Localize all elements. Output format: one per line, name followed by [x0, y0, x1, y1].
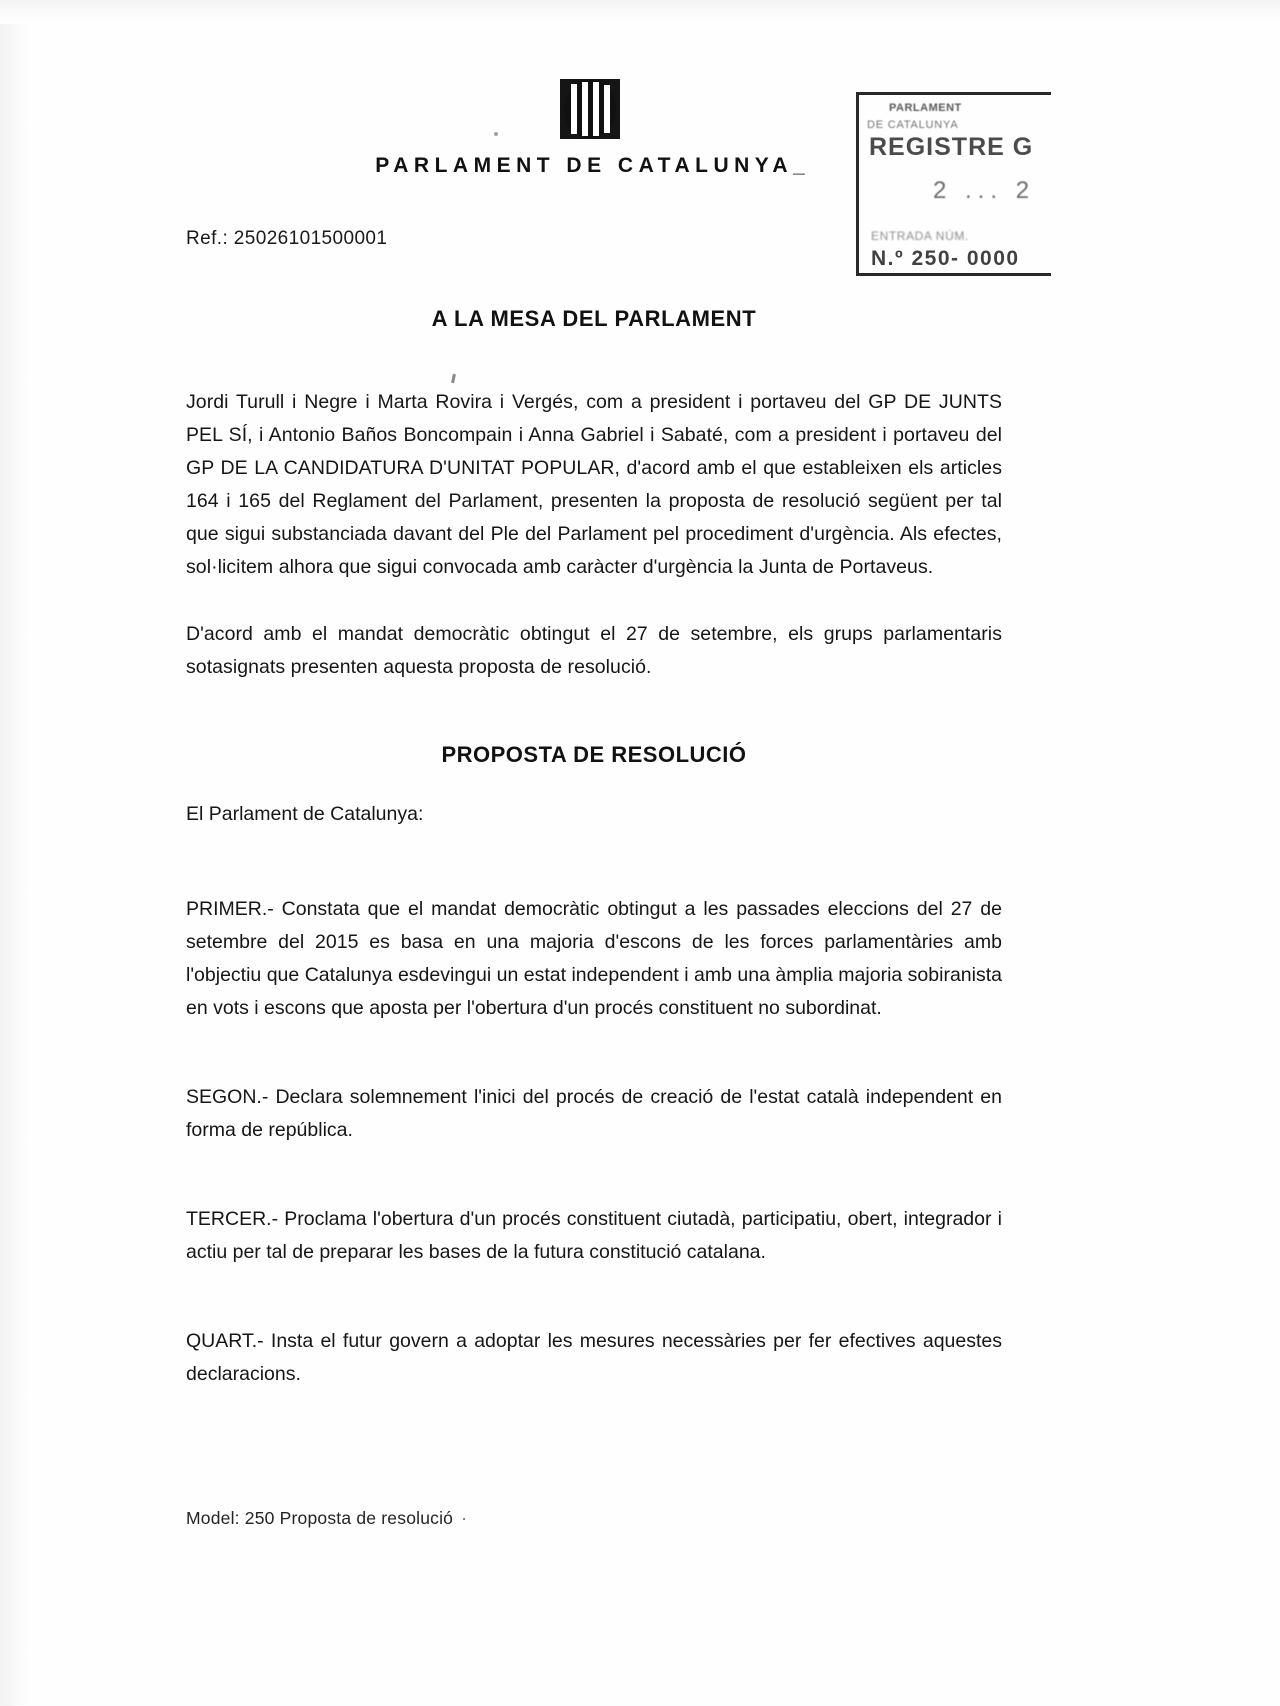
scan-speck-top — [494, 132, 498, 136]
addressee-line: El Parlament de Catalunya: — [186, 803, 424, 825]
organization-name: PARLAMENT DE CATALUNYA_ — [375, 154, 805, 177]
footer-model-text: Model: 250 Proposta de resolució — [186, 1508, 454, 1528]
clause-tercer: TERCER.- Proclama l'obertura d'un procés constituent ciutadà, participatiu, obert, integrador i actiu per tal de preparar les bases de la futura constitució catalana. — [186, 1208, 1002, 1263]
organization-name-trailing-mark: _ — [793, 154, 805, 177]
footer-model-line — [186, 1508, 467, 1529]
clause-primer: PRIMER.- Constata que el mandat democràtic obtingut a les passades eleccions del 27 de setembre del 2015 es basa en una majoria d'escons de les forces parlamentàries amb l'objectiu que Catalunya esdevingui un estat independent i amb una àmplia majoria sobiranista en vots i escons que aposta per l'obertura d'un procés constituent no subordinat. — [186, 898, 1002, 1019]
registry-stamp — [856, 92, 1051, 276]
scan-edge-shadow-left — [0, 0, 36, 1706]
reference-number: Ref.: 25026101500001 — [186, 228, 388, 249]
proposal-title: PROPOSTA DE RESOLUCIÓ — [441, 742, 747, 767]
footer-trailing-mark: · — [461, 1508, 468, 1528]
stamp-line-entrada: ENTRADA NÚM. — [871, 229, 969, 243]
scan-edge-shadow-top — [0, 0, 1280, 24]
document-body — [186, 306, 1002, 1447]
stamp-date: 2 ... 2 — [933, 177, 1036, 204]
intro-paragraph: Jordi Turull i Negre i Marta Rovira i Vergés, com a president i portaveu del GP DE JUNTS PEL SÍ, i Antonio Baños Boncompain i Anna Gabriel i Sabaté, com a president i portaveu del GP DE LA CANDIDATURA D'UNITAT POPULAR, d'acord amb el que estableixen els articles 164 i 165 del Reglament del Parlament, presenten la proposta de resolució següent per tal que sigui substanciada davant del Ple del Parlament pel procediment d'urgència. Als efectes, sol·licitem alhora que sigui convocada amb caràcter d'urgència la Junta de Portaveus. — [186, 391, 1002, 578]
clause-quart: QUART.- Insta el futur govern a adoptar les mesures necessàries per fer efectives aquestes declaracions. — [186, 1330, 1002, 1385]
clause-segon: SEGON.- Declara solemnement l'inici del procés de creació de l'estat català independent en forma de república. — [186, 1086, 1002, 1141]
mandate-paragraph: D'acord amb el mandat democràtic obtingut el 27 de setembre, els grups parlamentaris sotasignats presenten aquesta proposta de resolució. — [186, 623, 1002, 678]
stamp-line-registre: REGISTRE G — [869, 133, 1034, 161]
stamp-entry-number: N.º 250- 0000 — [871, 247, 1020, 270]
stamp-line-parlament: PARLAMENT — [889, 102, 962, 114]
catalonia-coat-of-arms-icon — [557, 78, 623, 140]
page-title: A LA MESA DEL PARLAMENT — [431, 306, 757, 331]
stamp-line-catalunya: DE CATALUNYA — [867, 119, 959, 131]
